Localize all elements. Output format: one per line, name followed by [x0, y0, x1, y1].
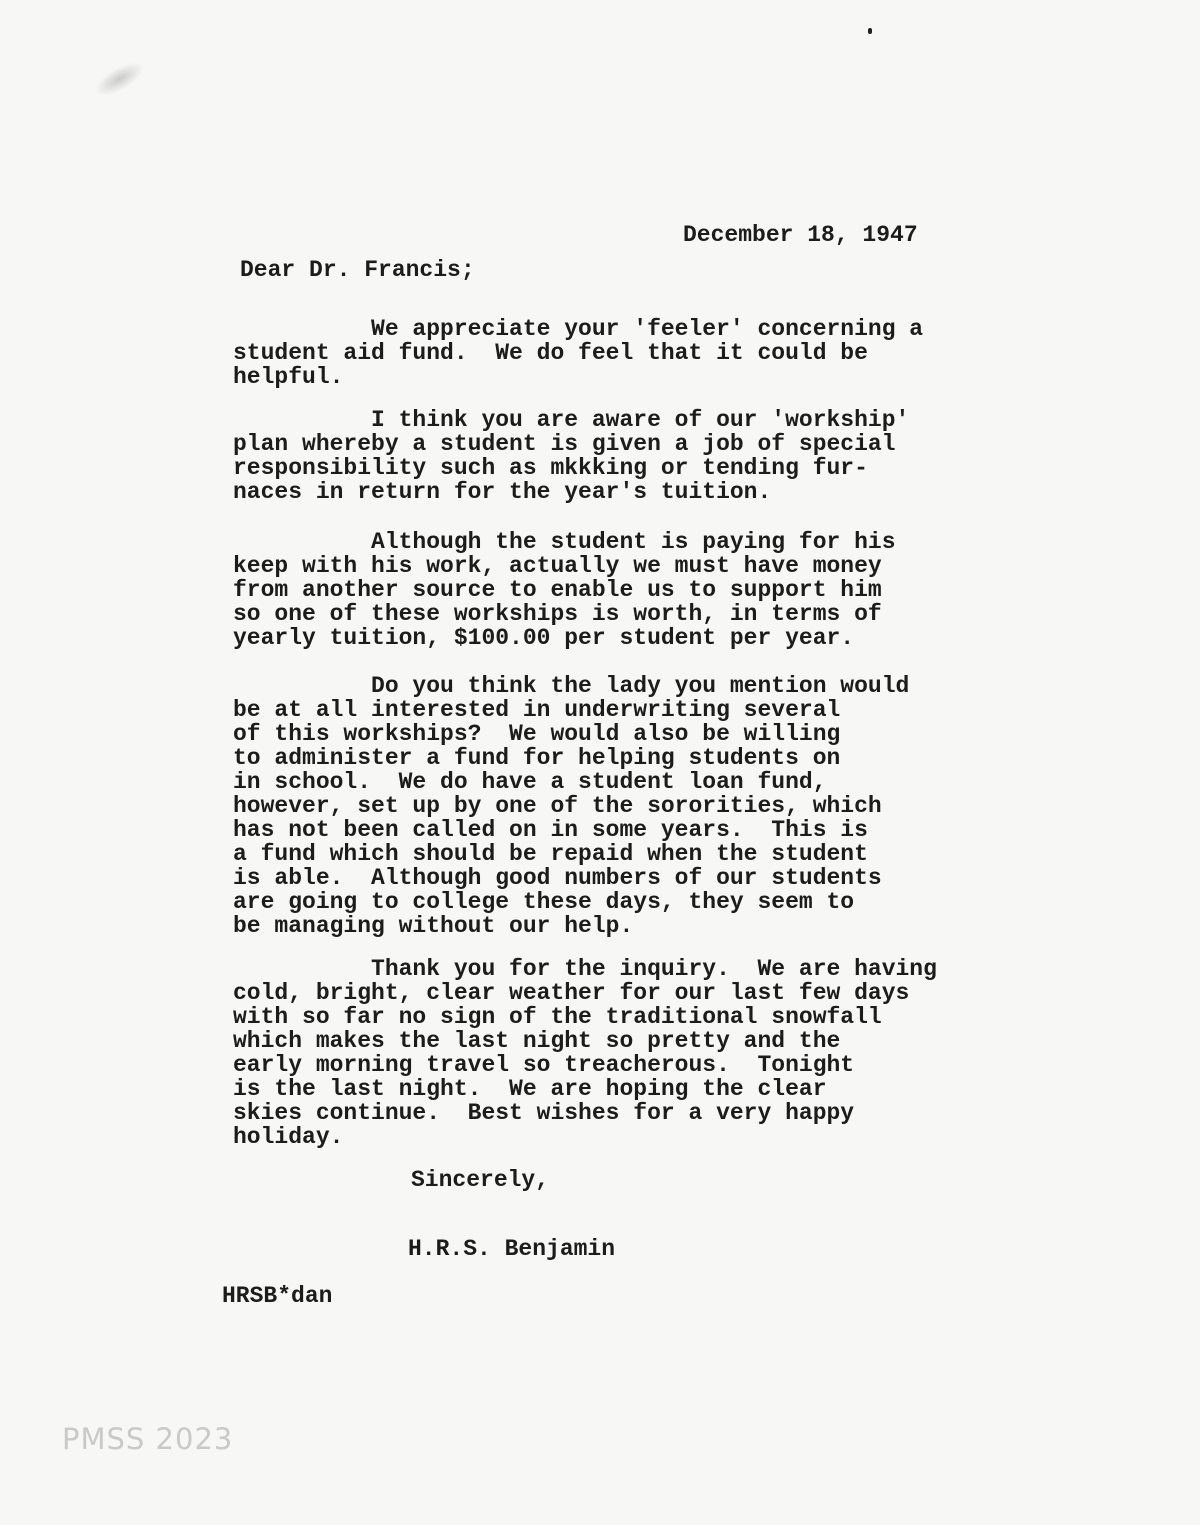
ink-speck — [868, 28, 872, 34]
text-line: in school. We do have a student loan fund, — [233, 769, 827, 795]
text-line: naces in return for the year's tuition. — [233, 479, 772, 505]
paragraph-5 — [233, 957, 937, 1149]
text-line: cold, bright, clear weather for our last few days — [233, 980, 910, 1006]
salutation: Dear Dr. Francis; — [240, 257, 475, 283]
text-line: student aid fund. We do feel that it could be — [233, 340, 868, 366]
text-line: is the last night. We are hoping the clear — [233, 1076, 827, 1102]
smudge-mark — [90, 56, 149, 103]
paragraph-3 — [233, 530, 896, 650]
text-line: holiday. — [233, 1124, 344, 1150]
text-line: Although the student is paying for his — [233, 529, 896, 555]
paragraph-2 — [233, 408, 909, 504]
text-line: which makes the last night so pretty and the — [233, 1028, 841, 1054]
text-line: has not been called on in some years. This is — [233, 817, 868, 843]
text-line: early morning travel so treacherous. Tonight — [233, 1052, 855, 1078]
text-line: We appreciate your 'feeler' concerning a — [233, 316, 924, 342]
text-line: keep with his work, actually we must have money — [233, 553, 882, 579]
text-line: I think you are aware of our 'workship' — [233, 407, 910, 433]
text-line: Do you think the lady you mention would — [233, 673, 910, 699]
text-line: a fund which should be repaid when the student — [233, 841, 868, 867]
text-line: skies continue. Best wishes for a very happy — [233, 1100, 855, 1126]
closing: Sincerely, — [411, 1167, 550, 1193]
reference-initials: HRSB*dan — [222, 1283, 333, 1309]
text-line: with so far no sign of the traditional snowfall — [233, 1004, 882, 1030]
text-line: of this workships? We would also be willing — [233, 721, 841, 747]
text-line: plan whereby a student is given a job of special — [233, 431, 896, 457]
text-line: to administer a fund for helping students on — [233, 745, 841, 771]
paragraph-1 — [233, 317, 923, 389]
signature: H.R.S. Benjamin — [408, 1236, 616, 1262]
text-line: yearly tuition, $100.00 per student per year. — [233, 625, 855, 651]
text-line: helpful. — [233, 364, 344, 390]
text-line: are going to college these days, they seem to — [233, 889, 855, 915]
text-line: from another source to enable us to support him — [233, 577, 882, 603]
text-line: however, set up by one of the sororities, which — [233, 793, 882, 819]
text-line: responsibility such as mkkking or tending fur- — [233, 455, 868, 481]
text-line: be managing without our help. — [233, 913, 634, 939]
watermark: PMSS 2023 — [62, 1422, 234, 1456]
paragraph-4 — [233, 674, 909, 938]
text-line: Thank you for the inquiry. We are having — [233, 956, 937, 982]
text-line: be at all interested in underwriting several — [233, 697, 841, 723]
letter-date: December 18, 1947 — [683, 222, 918, 248]
text-line: so one of these workships is worth, in terms of — [233, 601, 882, 627]
text-line: is able. Although good numbers of our students — [233, 865, 882, 891]
